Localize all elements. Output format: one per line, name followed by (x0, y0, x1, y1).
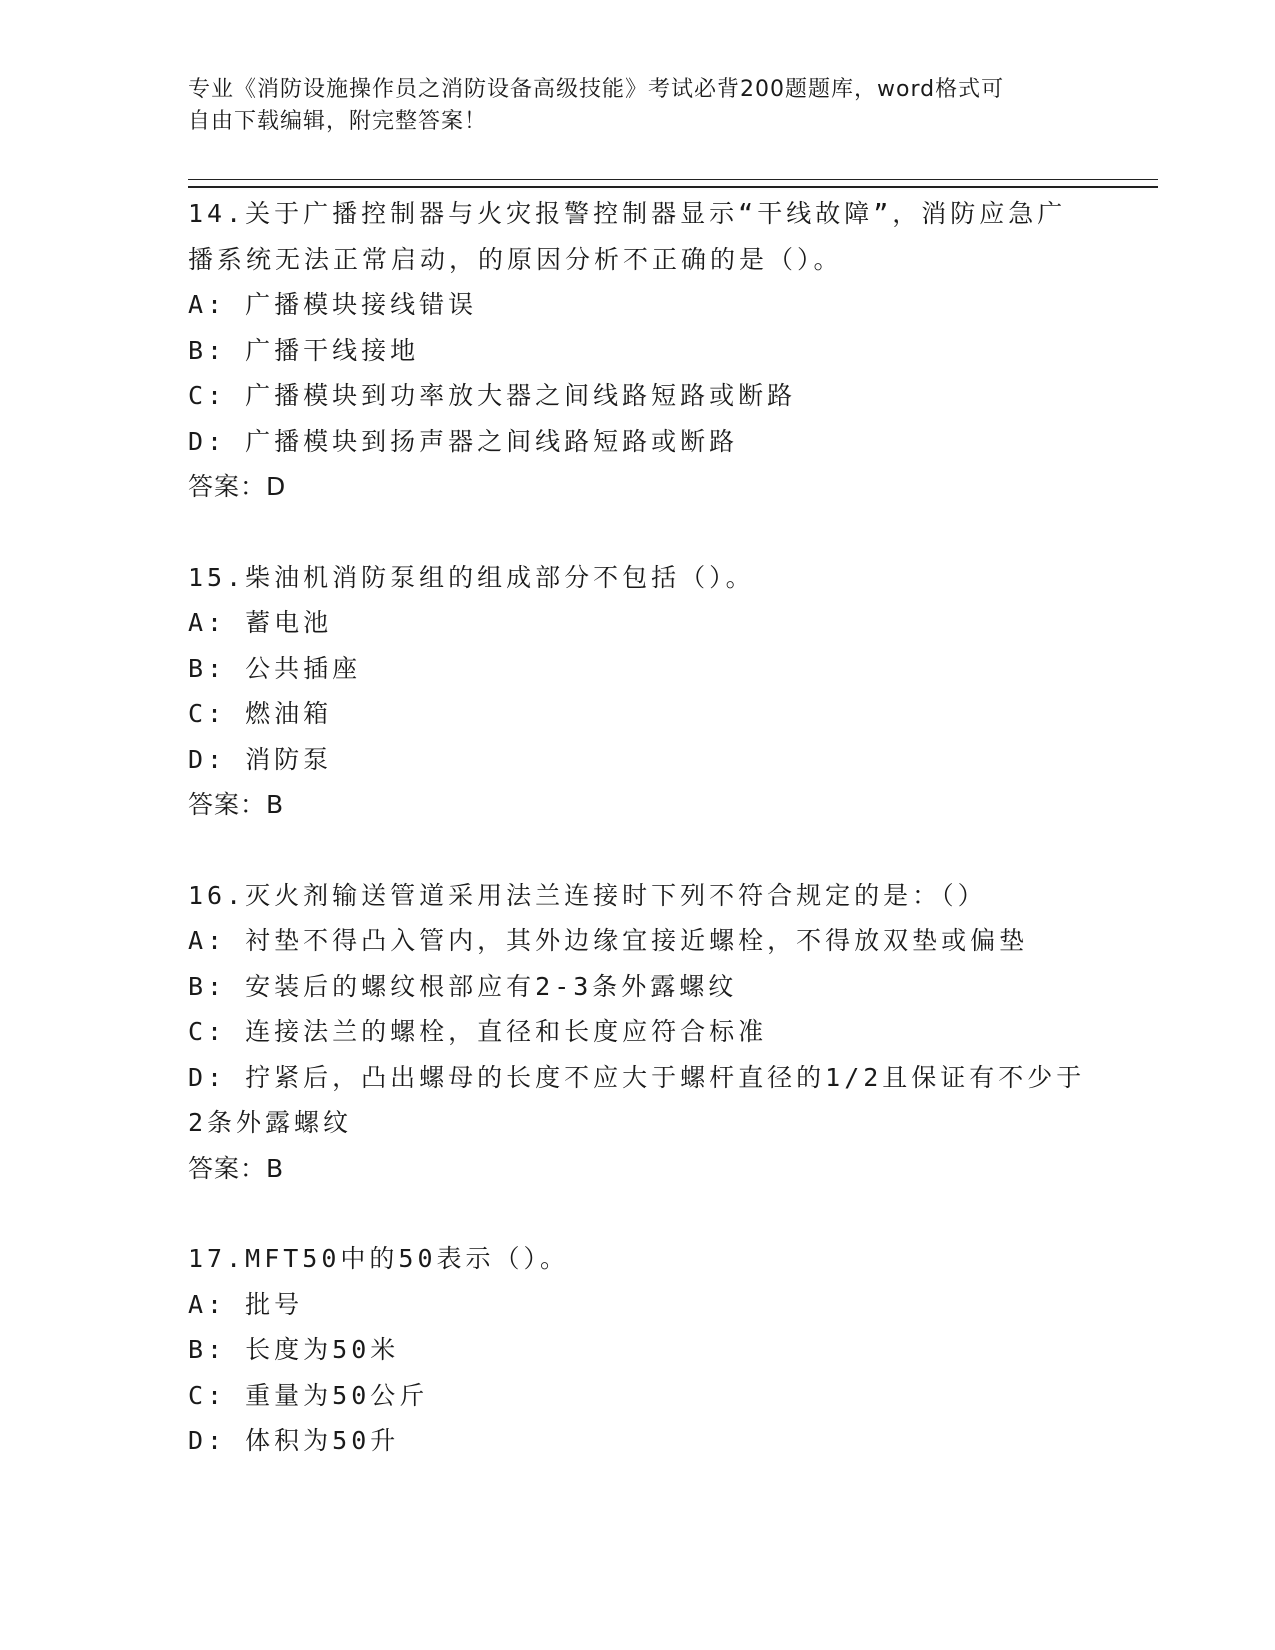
option-b: B: 广播干线接地 (188, 335, 420, 365)
option-c: C: 连接法兰的螺栓，直径和长度应符合标准 (188, 1017, 768, 1046)
option-a: A: 广播模块接线错误 (188, 290, 478, 319)
question-17 (188, 1236, 1068, 1464)
question-15 (188, 555, 1068, 828)
header-divider (188, 179, 1158, 188)
option-b: B: 长度为50米 (188, 1335, 400, 1364)
option-c: C: 燃油箱 (188, 699, 333, 728)
option-a: A: 蓄电池 (188, 608, 333, 637)
answer-label: 答案：B (188, 1153, 285, 1183)
question-stem-continued: 播系统无法正常启动，的原因分析不正确的是（）。 (188, 244, 843, 274)
question-16 (188, 873, 1086, 1192)
option-d: D: 体积为50升 (188, 1426, 400, 1455)
document-page (188, 0, 1158, 1650)
option-b: B: 安装后的螺纹根部应有2-3条外露螺纹 (188, 971, 738, 1001)
option-c: C: 广播模块到功率放大器之间线路短路或断路 (188, 381, 797, 410)
question-14 (188, 191, 1068, 510)
option-c: C: 重量为50公斤 (188, 1380, 429, 1410)
option-d: D: 拧紧后，凸出螺母的长度不应大于螺杆直径的1/2且保证有不少于 (188, 1062, 1086, 1092)
option-a: A: 批号 (188, 1289, 304, 1319)
document-header (188, 74, 1068, 138)
question-stem: 16.灭火剂输送管道采用法兰连接时下列不符合规定的是：（） (188, 880, 987, 910)
option-d-continued: 2条外露螺纹 (188, 1108, 353, 1137)
header-intro-line-2: 自由下载编辑，附完整答案！ (188, 109, 488, 134)
header-intro-line-1: 专业《消防设施操作员之消防设备高级技能》考试必背200题题库，word格式可 (188, 77, 1005, 102)
answer-label: 答案：B (188, 790, 285, 819)
question-stem: 15.柴油机消防泵组的组成部分不包括（）。 (188, 562, 755, 592)
question-stem: 14.关于广播控制器与火灾报警控制器显示“干线故障”，消防应急广 (188, 199, 1067, 228)
answer-label: 答案：D (188, 472, 287, 501)
option-b: B: 公共插座 (188, 653, 362, 683)
option-a: A: 衬垫不得凸入管内，其外边缘宜接近螺栓，不得放双垫或偏垫 (188, 926, 1029, 955)
question-list (188, 191, 1086, 1509)
question-stem: 17.MFT50中的50表示（）。 (188, 1244, 570, 1273)
option-d: D: 广播模块到扬声器之间线路短路或断路 (188, 426, 739, 456)
option-d: D: 消防泵 (188, 744, 333, 774)
